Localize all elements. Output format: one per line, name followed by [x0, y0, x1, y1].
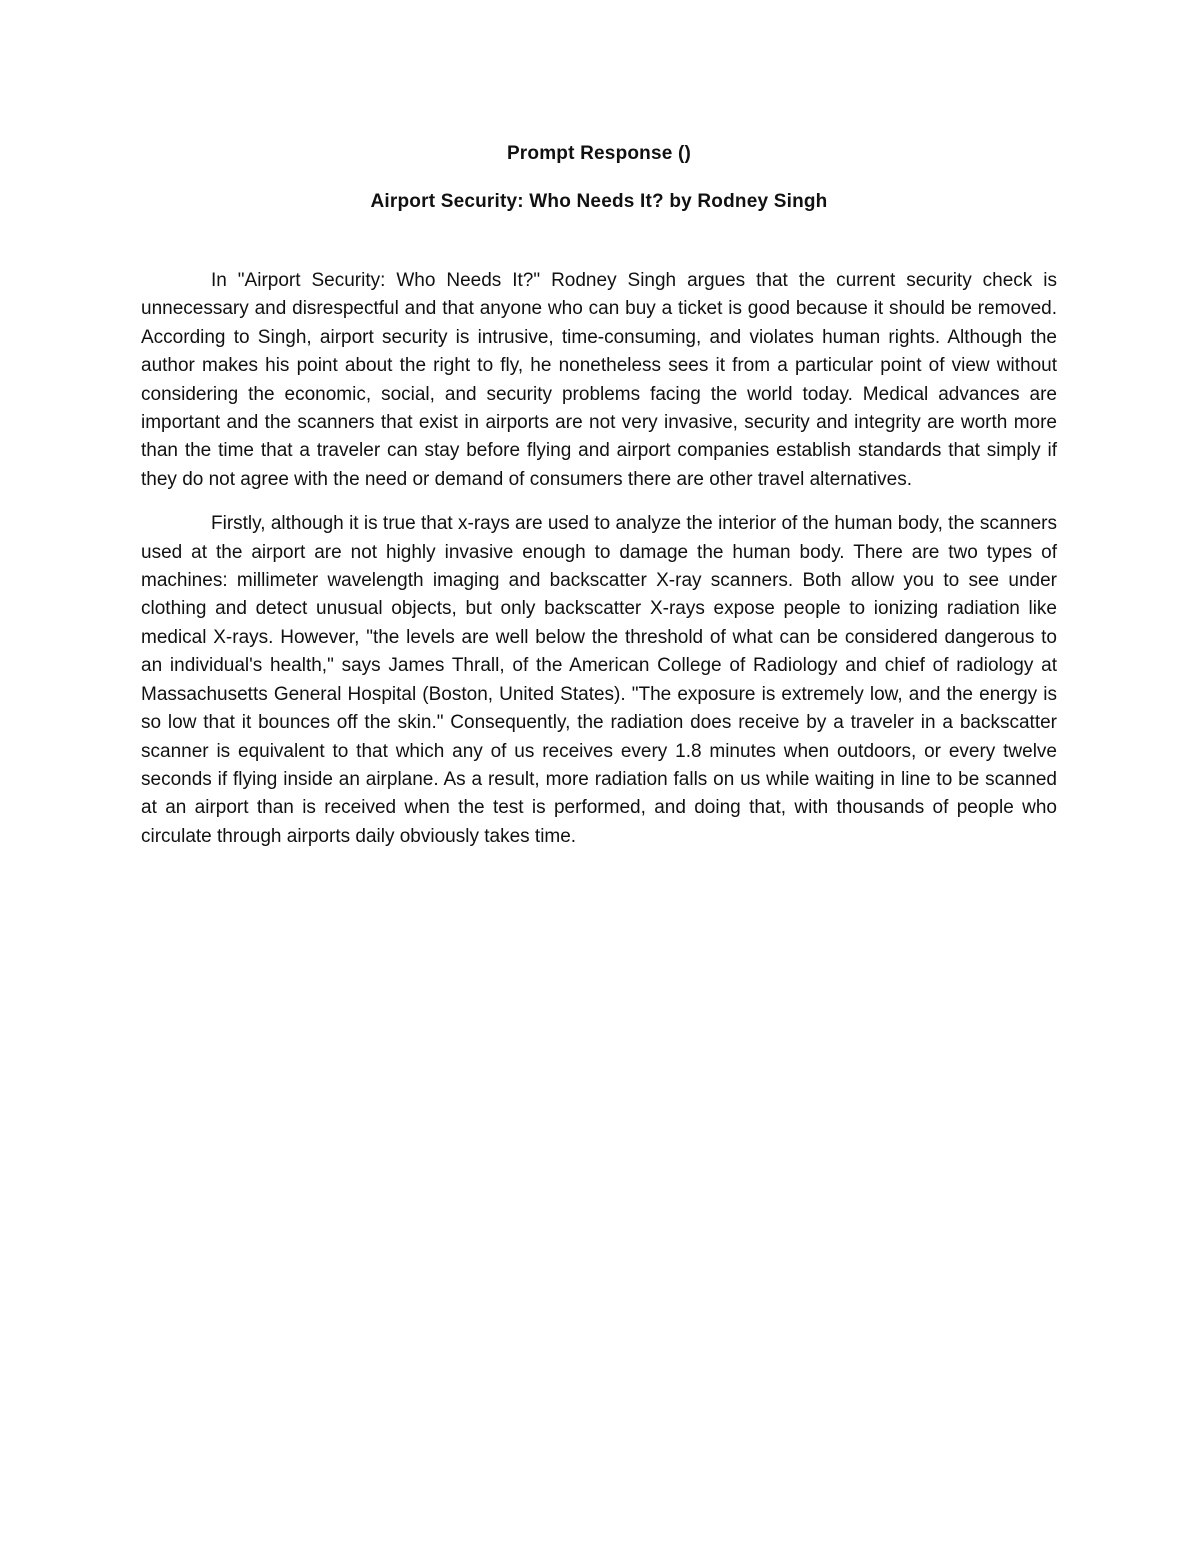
document-title: Prompt Response (): [506, 143, 692, 164]
document-body: [141, 267, 1057, 851]
document-content: [141, 138, 1057, 851]
paragraph-1: In "Airport Security: Who Needs It?" Rodney Singh argues that the current security check is unnecessary and disrespectful and that anyone who can buy a ticket is good because it should be removed. According to Singh, airport security is intrusive, time-consuming, and violates human rights. Although the author makes his point about the right to fly, he nonetheless sees it from a particular point of view without considering the economic, social, and security problems facing the world today. Medical advances are important and the scanners that exist in airports are not very invasive, security and integrity are worth more than the time that a traveler can stay before flying and airport companies establish standards that simply if they do not agree with the need or demand of consumers there are other travel alternatives.: [141, 270, 1057, 490]
paragraph-2: Firstly, although it is true that x-rays are used to analyze the interior of the human body, the scanners used at the airport are not highly invasive enough to damage the human body. There are two types of machines: millimeter wavelength imaging and backscatter X-ray scanners. Both allow you to see under clothing and detect unusual objects, but only backscatter X-rays expose people to ionizing radiation like medical X-rays. However, "the levels are well below the threshold of what can be considered dangerous to an individual's health," says James Thrall, of the American College of Radiology and chief of radiology at Massachusetts General Hospital (Boston, United States). "The exposure is extremely low, and the energy is so low that it bounces off the skin." Consequently, the radiation does receive by a traveler in a backscatter scanner is equivalent to that which any of us receives every 1.8 minutes when outdoors, or every twelve seconds if flying inside an airplane. As a result, more radiation falls on us while waiting in line to be scanned at an airport than is received when the test is performed, and doing that, with thousands of people who circulate through airports daily obviously takes time.: [141, 513, 1057, 847]
document-subtitle: Airport Security: Who Needs It? by Rodney Singh: [370, 191, 828, 212]
